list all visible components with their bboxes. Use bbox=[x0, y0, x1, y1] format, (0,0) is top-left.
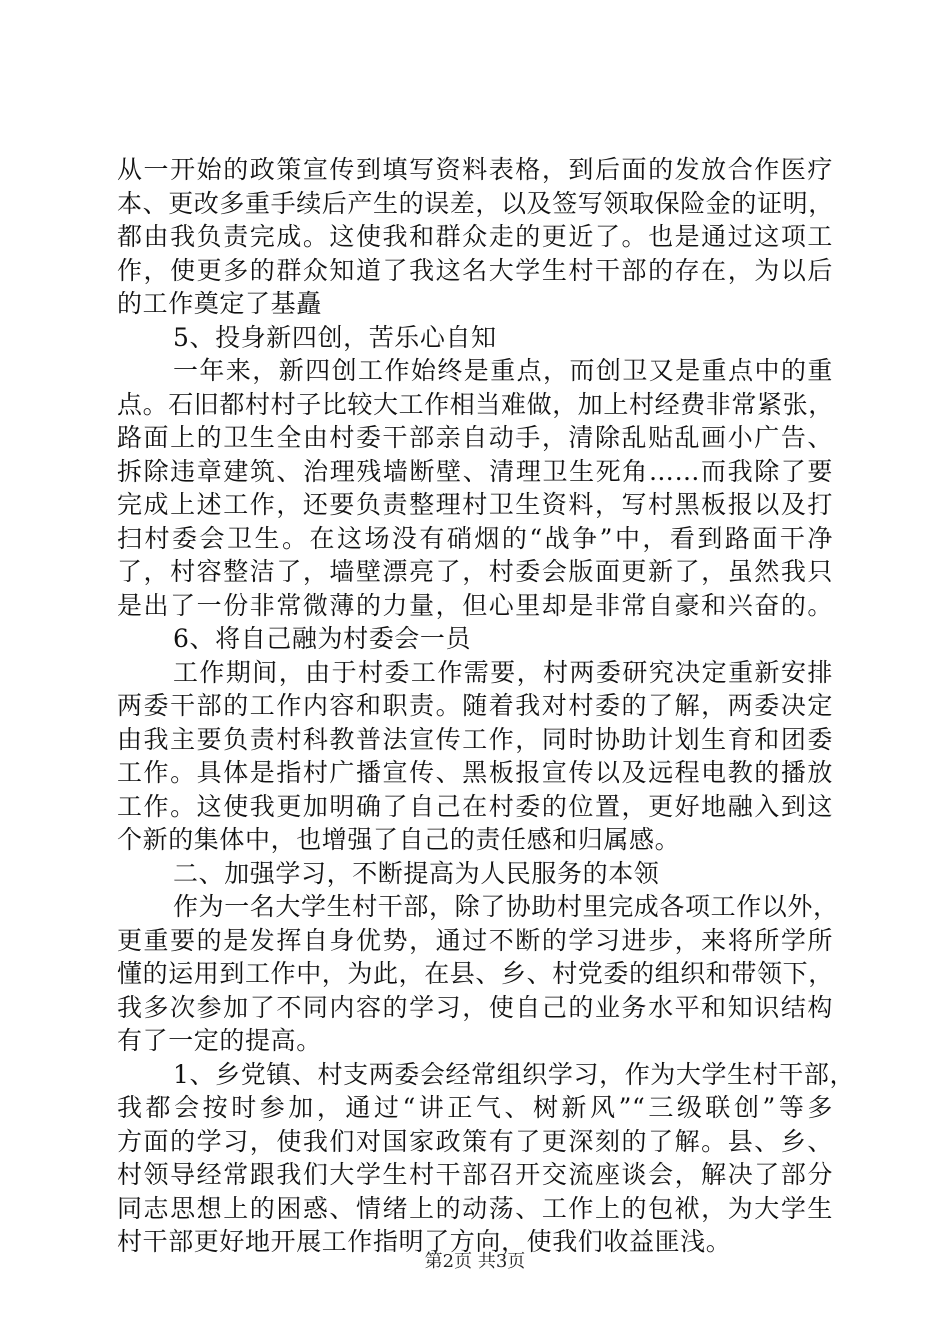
text-line: 村领导经常跟我们大学生村干部召开交流座谈会，解决了部分 bbox=[117, 1160, 833, 1189]
text-line: 更重要的是发挥自身优势，通过不断的学习进步，来将所学所 bbox=[117, 925, 833, 955]
text-line: 二、加强学习，不断提高为人民服务的本领 bbox=[173, 858, 660, 888]
text-line: 我都会按时参加，通过“讲正气、树新风”“三级联创”等多 bbox=[117, 1093, 833, 1122]
text-line: 作，使更多的群众知道了我这名大学生村干部的存在，为以后 bbox=[117, 255, 833, 285]
text-line: 由我主要负责村科教普法宣传工作，同时协助计划生育和团委 bbox=[117, 724, 833, 754]
text-line: 路面上的卫生全由村委干部亲自动手，清除乱贴乱画小广告、 bbox=[117, 423, 833, 452]
text-line: 从一开始的政策宣传到填写资料表格，到后面的发放合作医疗 bbox=[117, 155, 833, 184]
text-line: 5、投身新四创，苦乐心自知 bbox=[173, 322, 497, 352]
text-line: 懂的运用到工作中，为此，在县、乡、村党委的组织和带领下， bbox=[117, 959, 834, 988]
text-line: 我多次参加了不同内容的学习，使自己的业务水平和知识结构 bbox=[117, 992, 833, 1022]
text-line: 工作。具体是指村广播宣传、黑板报宣传以及远程电教的播放 bbox=[117, 758, 833, 787]
text-line: 两委干部的工作内容和职责。随着我对村委的了解，两委决定 bbox=[117, 691, 833, 720]
text-line: 工作期间，由于村委工作需要，村两委研究决定重新安排 bbox=[173, 657, 833, 687]
text-line: 的工作奠定了基矗 bbox=[117, 289, 322, 318]
text-line: 了，村容整洁了，墙壁漂亮了，村委会版面更新了，虽然我只 bbox=[117, 557, 833, 586]
text-line: 个新的集体中，也增强了自己的责任感和归属感。 bbox=[117, 825, 681, 854]
text-line: 拆除违章建筑、治理残墙断壁、清理卫生死角……而我除了要 bbox=[117, 456, 833, 486]
text-line: 都由我负责完成。这使我和群众走的更近了。也是通过这项工 bbox=[117, 222, 833, 251]
text-line: 工作。这使我更加明确了自己在村委的位置，更好地融入到这 bbox=[117, 791, 833, 821]
text-line: 6、将自己融为村委会一员 bbox=[173, 624, 472, 653]
page-footer: 第2页 共3页 bbox=[424, 1251, 526, 1272]
text-line: 点。石旧都村村子比较大工作相当难做，加上村经费非常紧张， bbox=[117, 389, 834, 419]
text-line: 村干部更好地开展工作指明了方向，使我们收益匪浅。 bbox=[117, 1227, 732, 1256]
body-text bbox=[117, 153, 856, 1259]
text-line: 同志思想上的困惑、情绪上的动荡、工作上的包袱，为大学生 bbox=[117, 1193, 833, 1223]
text-line: 有了一定的提高。 bbox=[117, 1026, 322, 1055]
text-line: 本、更改多重手续后产生的误差，以及签写领取保险金的证明， bbox=[117, 188, 834, 218]
text-line: 方面的学习，使我们对国家政策有了更深刻的了解。县、乡、 bbox=[117, 1126, 833, 1156]
text-line: 一年来，新四创工作始终是重点，而创卫又是重点中的重 bbox=[173, 356, 833, 385]
text-line: 扫村委会卫生。在这场没有硝烟的“战争”中，看到路面干净 bbox=[117, 523, 833, 553]
text-line: 作为一名大学生村干部，除了协助村里完成各项工作以外， bbox=[173, 892, 839, 921]
text-line: 是出了一份非常微薄的力量，但心里却是非常自豪和兴奋的。 bbox=[117, 590, 833, 620]
text-line: 1、乡党镇、村支两委会经常组织学习，作为大学生村干部， bbox=[173, 1059, 856, 1089]
text-line: 完成上述工作，还要负责整理村卫生资料，写村黑板报以及打 bbox=[117, 490, 833, 519]
